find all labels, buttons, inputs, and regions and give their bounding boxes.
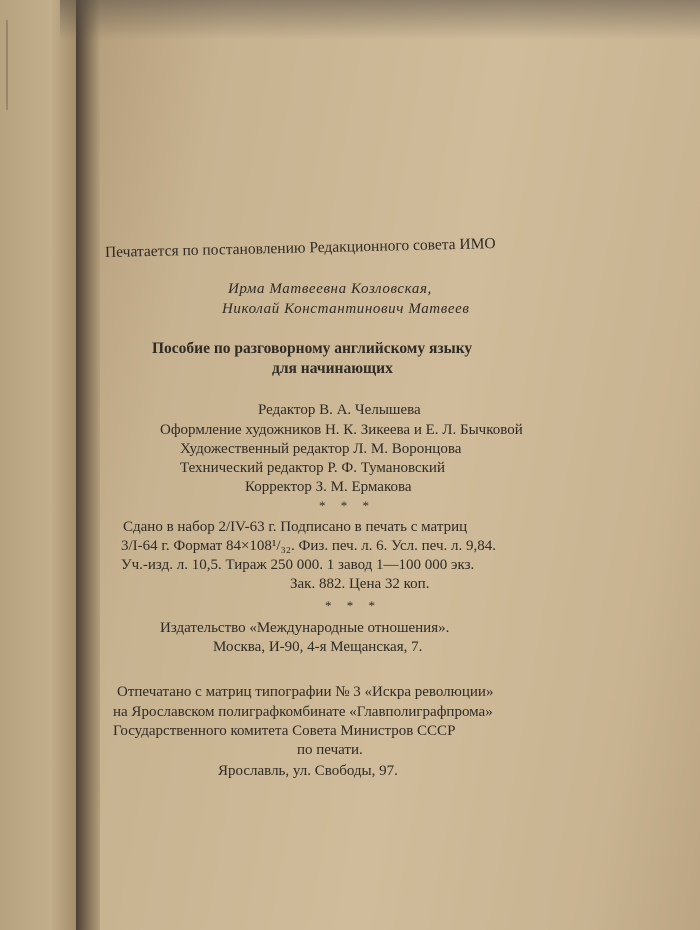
book-title-line-2: для начинающих [272,360,393,377]
author-line-1: Ирма Матвеевна Козловская, [228,281,432,297]
print-info-line-3: Уч.-изд. л. 10,5. Тираж 250 000. 1 завод 1—100 000 экз. [121,557,475,573]
credit-tech-editor: Технический редактор Р. Ф. Тумановский [180,460,445,476]
author-line-2: Николай Константинович Матвеев [222,301,470,317]
print-info-line-1: Сдано в набор 2/IV-63 г. Подписано в печать с матриц [123,519,468,535]
credit-editor: Редактор В. А. Челышева [258,402,421,418]
top-shadow [60,0,700,40]
printer-line-2: на Ярославском полиграфкомбинате «Главполиграфпрома» [113,704,493,720]
printer-line-4: по печати. [297,742,363,758]
printer-line-5: Ярославль, ул. Свободы, 97. [218,763,398,779]
left-page-mark [6,20,22,110]
separator-2: * * * [325,598,381,613]
print-info-line-4: Зак. 882. Цена 32 коп. [290,576,430,592]
book-title-line-1: Пособие по разговорному английскому языку [152,340,473,357]
print-info-line-2: 3/I-64 г. Формат 84×108¹/₃₂. Физ. печ. л. 6. Усл. печ. л. 9,84. [121,538,496,554]
credit-art-editor: Художественный редактор Л. М. Воронцова [180,441,462,457]
separator-1: * * * [319,498,375,513]
header-line: Печатается по постановлению Редакционного совета ИМО [104,235,496,261]
credit-artists: Оформление художников Н. К. Зикеева и Е. Л. Бычковой [160,422,523,438]
credit-proofreader: Корректор З. М. Ермакова [245,479,412,495]
book-gutter [76,0,100,930]
publisher-line-2: Москва, И-90, 4-я Мещанская, 7. [213,639,423,655]
publisher-line-1: Издательство «Международные отношения». [160,620,450,636]
printer-line-1: Отпечатано с матриц типографии № 3 «Искра революции» [117,684,494,700]
printer-line-3: Государственного комитета Совета Министров СССР [113,723,456,739]
